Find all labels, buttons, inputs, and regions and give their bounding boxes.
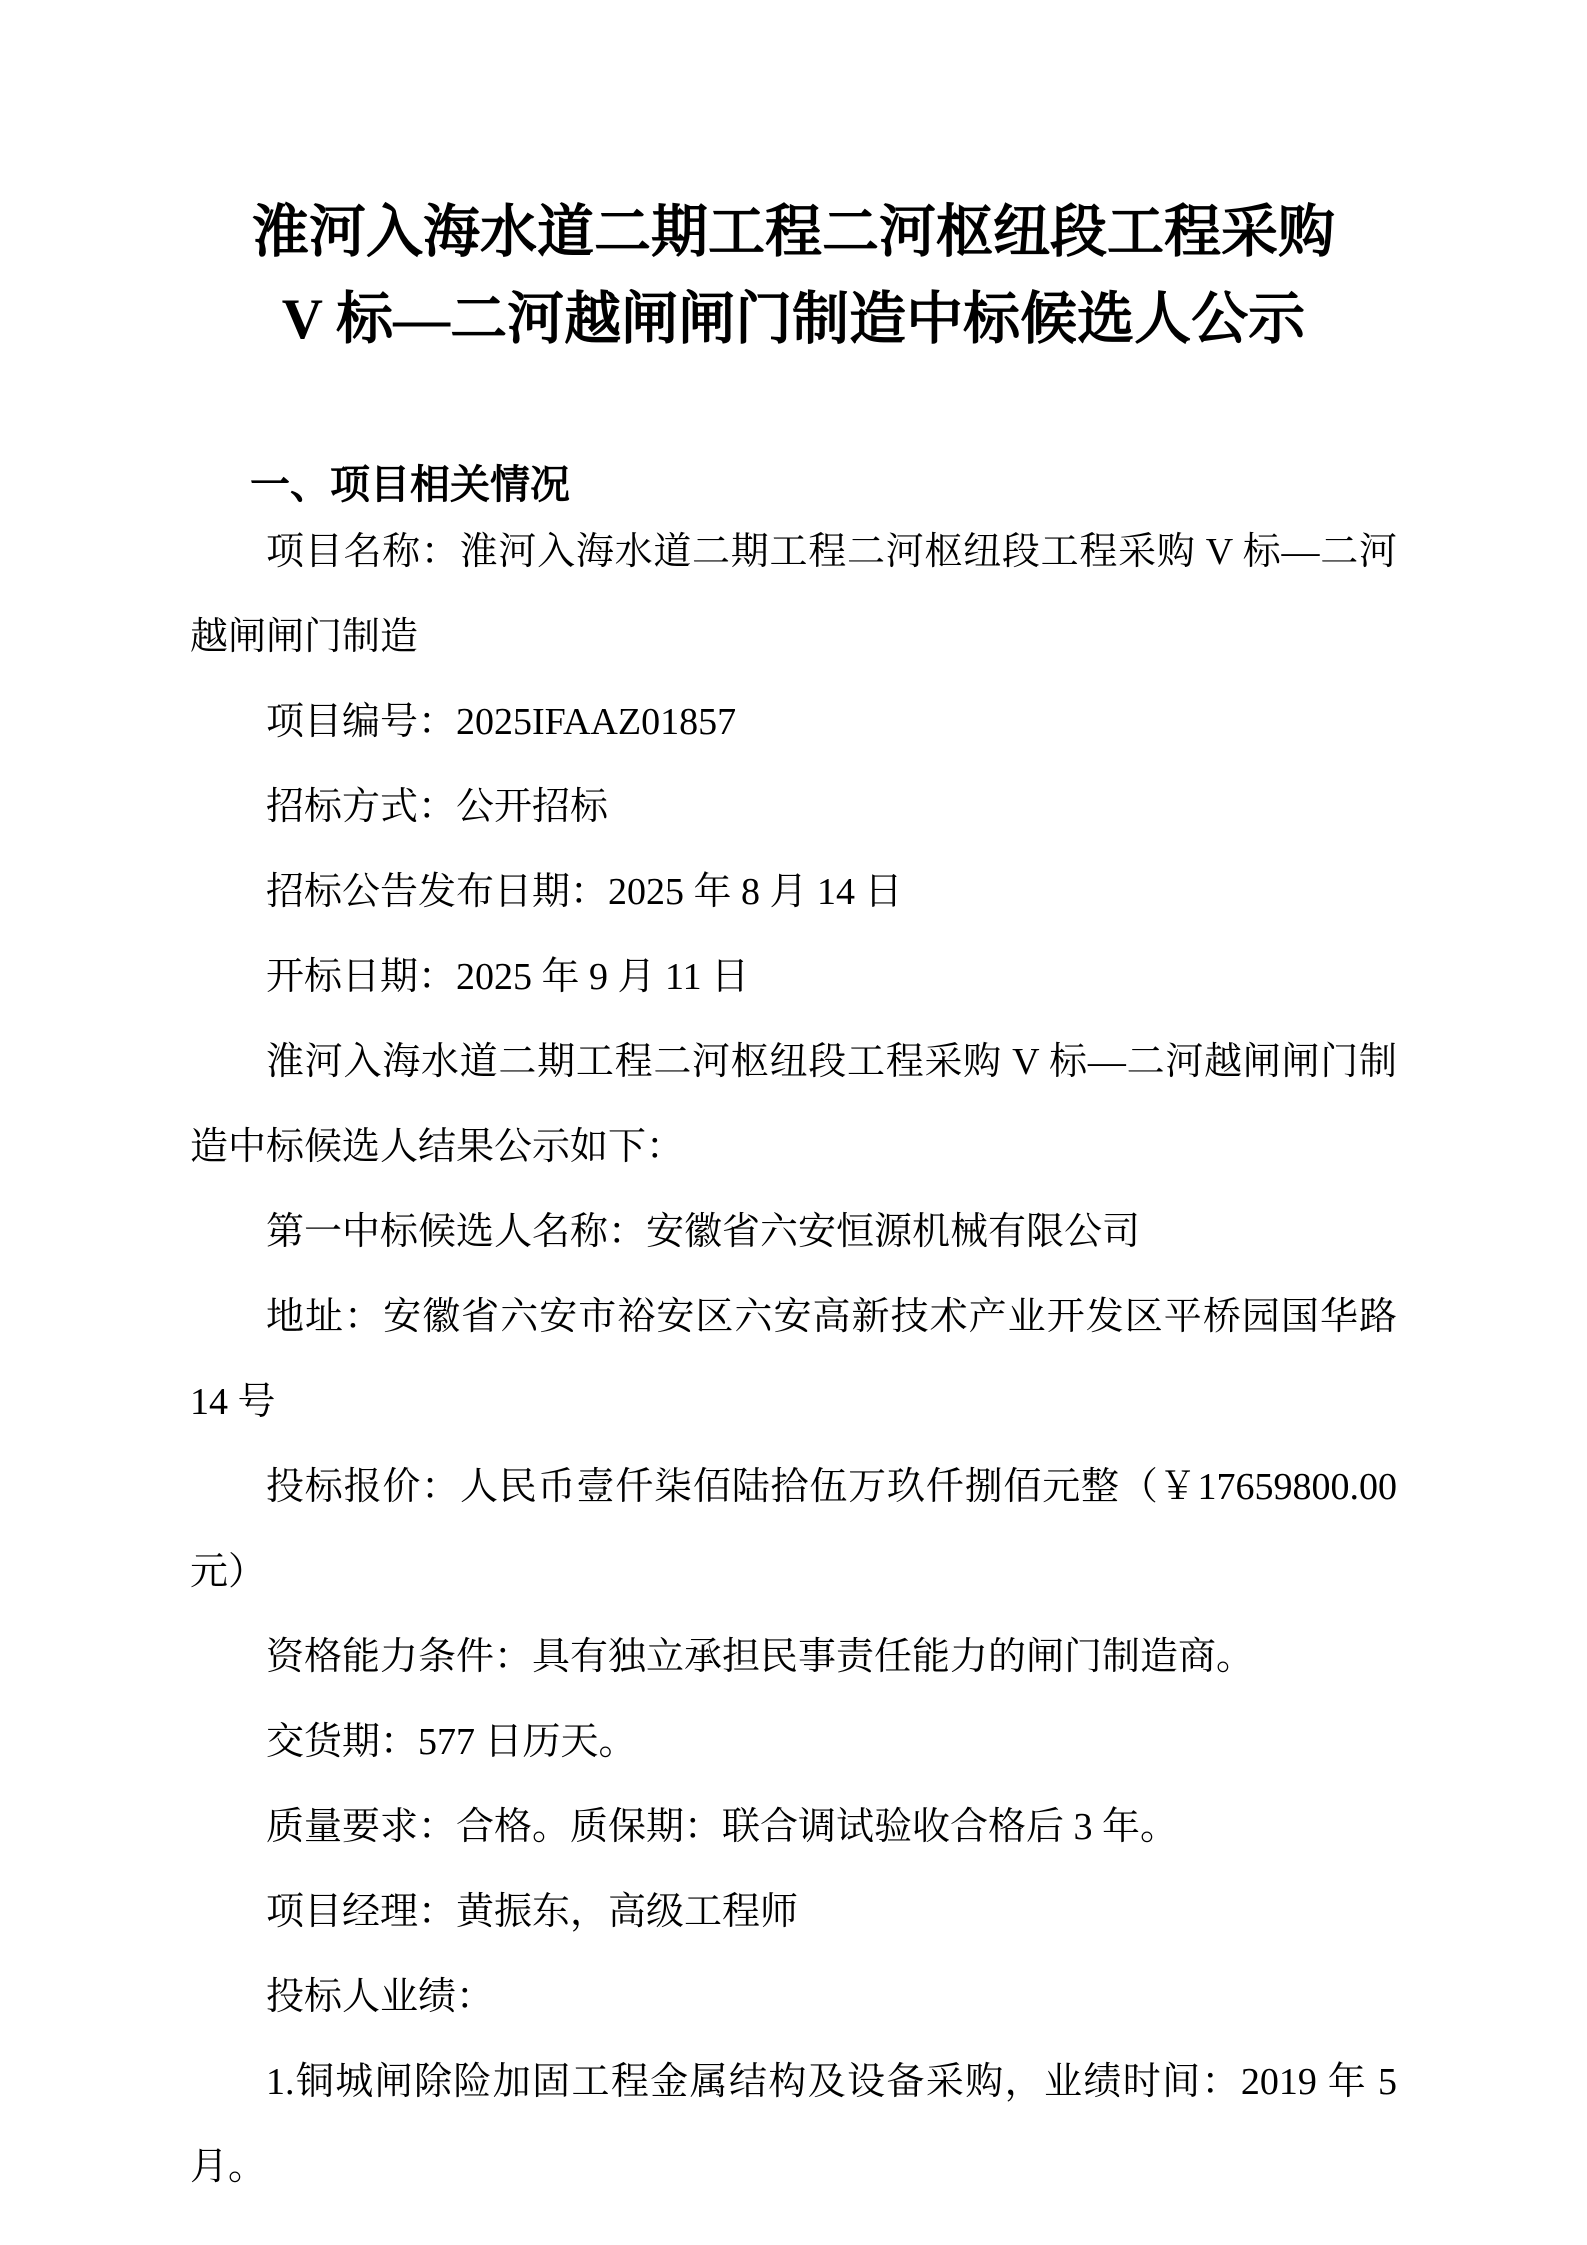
paragraph-bidding-method: 招标方式：公开招标 xyxy=(266,786,609,828)
document-title xyxy=(190,189,1397,363)
paragraph-first-candidate-name: 第一中标候选人名称：安徽省六安恒源机械有限公司 xyxy=(266,1211,1141,1253)
title-line-1: 淮河入海水道二期工程二河枢纽段工程采购 xyxy=(252,201,1335,264)
title-line-2: V 标—二河越闸闸门制造中标候选人公示 xyxy=(281,288,1306,351)
paragraph-project-number: 项目编号：2025IFAAZ01857 xyxy=(266,701,737,743)
paragraph-project-manager: 项目经理：黄振东，高级工程师 xyxy=(266,1891,799,1933)
document-body xyxy=(190,510,1397,2210)
section-heading-project-info: 一、项目相关情况 xyxy=(250,463,570,507)
paragraph-candidate-address: 地址：安徽省六安市裕安区六安高新技术产业开发区平桥园国华路 14 号 xyxy=(190,1296,1397,1423)
paragraph-bid-price: 投标报价：人民币壹仟柒佰陆拾伍万玖仟捌佰元整（￥17659800.00 元） xyxy=(190,1466,1397,1593)
paragraph-project-name: 项目名称：淮河入海水道二期工程二河枢纽段工程采购 V 标—二河越闸闸门制造 xyxy=(190,531,1397,658)
paragraph-performance-item-1: 1.铜城闸除险加固工程金属结构及设备采购，业绩时间：2019 年 5 月。 xyxy=(190,2061,1397,2188)
paragraph-delivery-period: 交货期：577 日历天。 xyxy=(266,1721,637,1763)
paragraph-qualification-conditions: 资格能力条件：具有独立承担民事责任能力的闸门制造商。 xyxy=(266,1636,1255,1678)
paragraph-bidder-performance-label: 投标人业绩： xyxy=(266,1976,495,2018)
paragraph-quality-requirement: 质量要求：合格。质保期：联合调试验收合格后 3 年。 xyxy=(266,1806,1179,1848)
paragraph-result-intro: 淮河入海水道二期工程二河枢纽段工程采购 V 标—二河越闸闸门制造中标候选人结果公示如下： xyxy=(190,1041,1397,1168)
paragraph-bid-opening-date: 开标日期：2025 年 9 月 11 日 xyxy=(266,956,750,998)
paragraph-announcement-date: 招标公告发布日期：2025 年 8 月 14 日 xyxy=(266,871,903,913)
